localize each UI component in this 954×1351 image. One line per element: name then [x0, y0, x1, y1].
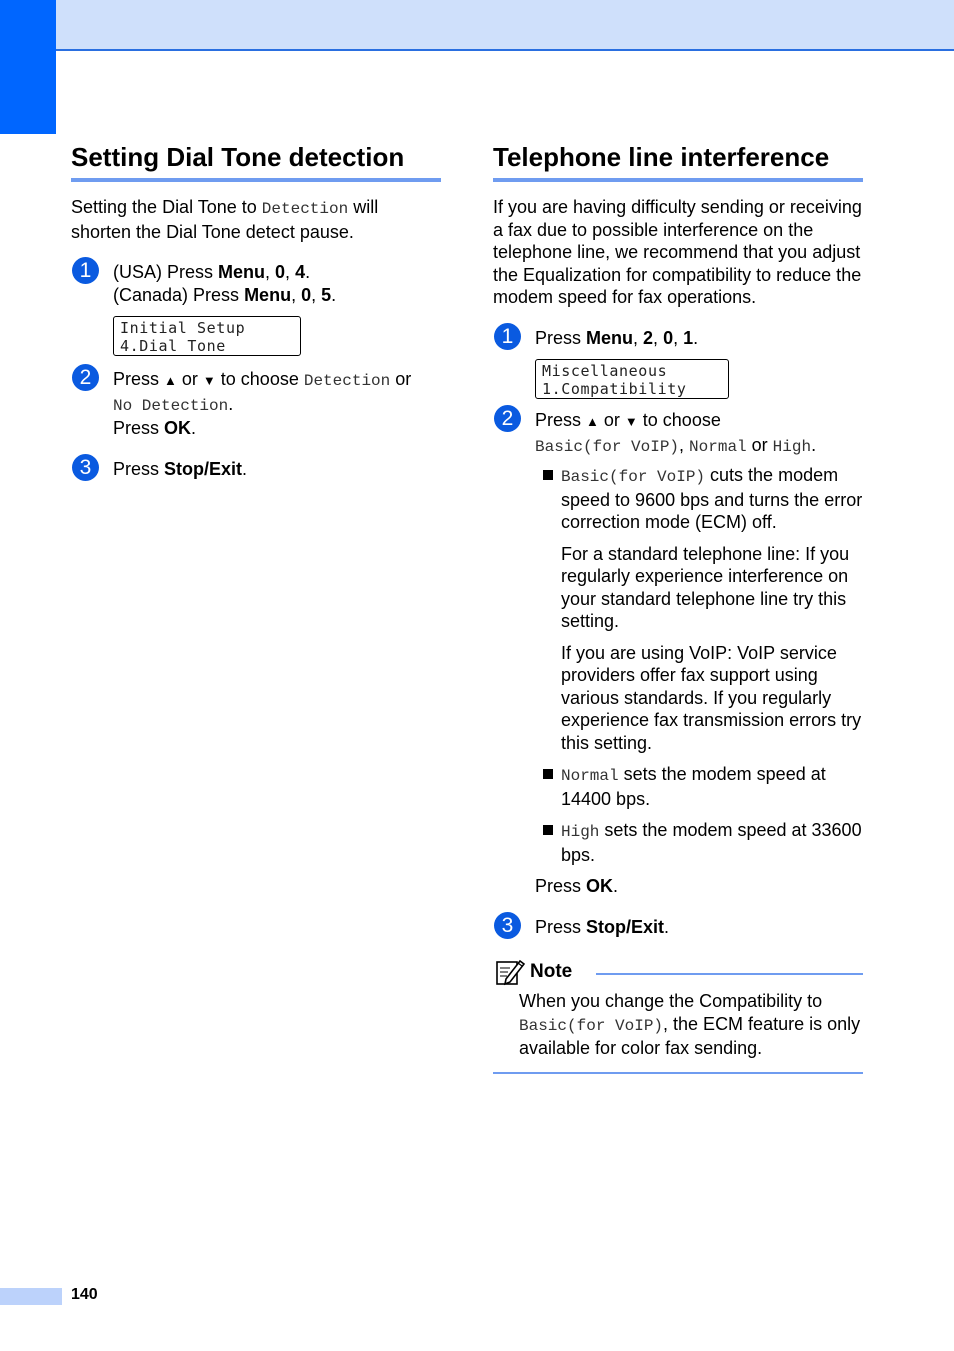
step-2: [493, 409, 863, 898]
step-2-text: Press ▲ or ▼ to choose Detection or No Detection.: [113, 369, 412, 415]
note-text: When you change the Compatibility to Basic(for VoIP), the ECM feature is only available for color fax sending.: [493, 990, 863, 1074]
dial-tone-intro: Setting the Dial Tone to Detection will shorten the Dial Tone detect pause.: [71, 197, 379, 242]
step-number-icon: 1: [494, 323, 521, 350]
chapter-tab: [0, 0, 56, 134]
section-title-dial-tone: Setting Dial Tone detection: [71, 140, 441, 182]
note-box: [493, 956, 863, 1074]
lcd-line-2: 1.Compatibility: [542, 380, 687, 398]
page-number: 140: [71, 1286, 98, 1303]
step-number-icon: 2: [494, 405, 521, 432]
right-column: [493, 140, 863, 1074]
step-3-text: Press Stop/Exit.: [535, 916, 670, 937]
lcd-display: [535, 359, 729, 399]
note-pencil-icon: [495, 957, 525, 987]
bullet-square-icon: [543, 769, 553, 779]
page-tab: [0, 1288, 62, 1305]
down-arrow-icon: ▼: [202, 373, 216, 388]
section-title-interference: Telephone line interference: [493, 140, 863, 182]
step-1-text: Press Menu, 2, 0, 1.: [535, 327, 699, 348]
step-2-text: Press ▲ or ▼ to choose Basic(for VoIP), Normal or High.: [535, 410, 817, 456]
lcd-line-1: Initial Setup: [120, 319, 246, 337]
up-arrow-icon: ▲: [586, 414, 599, 429]
note-label: Note: [530, 960, 573, 982]
option-list: [543, 464, 863, 866]
step-1: [493, 324, 863, 400]
up-arrow-icon: ▲: [164, 373, 177, 388]
bullet-square-icon: [543, 470, 553, 480]
lcd-line-2: 4.Dial Tone: [120, 337, 226, 355]
bullet-square-icon: [543, 825, 553, 835]
step-number-icon: 3: [72, 454, 99, 481]
interference-intro: If you are having difficulty sending or receiving a fax due to possible interference on the telephone line, we recommend that you adjust the Equalization for compatibility to reduce the modem speed for fax operations.: [493, 197, 862, 307]
step-3: [71, 455, 441, 481]
step-1-canada: (Canada) Press Menu, 0, 5.: [113, 284, 337, 305]
code-detection: Detection: [261, 200, 349, 218]
step-number-icon: 2: [72, 364, 99, 391]
list-item: Normal sets the modem speed at 14400 bps.: [543, 763, 863, 810]
list-item: High sets the modem speed at 33600 bps.: [543, 819, 863, 866]
lcd-line-1: Miscellaneous: [542, 362, 668, 380]
step-2: [71, 368, 441, 440]
down-arrow-icon: ▼: [624, 414, 638, 429]
step-3: [493, 913, 863, 939]
step-1: [71, 261, 441, 356]
step-1-usa: (USA) Press Menu, 0, 4.: [113, 262, 311, 282]
step-number-icon: 3: [494, 912, 521, 939]
step-number-icon: 1: [72, 257, 99, 284]
left-column: [71, 140, 441, 480]
step-2-press-ok: Press OK.: [535, 876, 619, 896]
header-band: [0, 0, 954, 51]
note-rule: [596, 973, 863, 975]
step-3-text: Press Stop/Exit.: [113, 458, 248, 479]
step-2-press-ok: Press OK.: [113, 418, 197, 438]
note-header: [493, 956, 863, 988]
list-item: Basic(for VoIP) cuts the modem speed to 9600 bps and turns the error correction mode (ECM) off. For a standard telephone line: If you regularly experience interference on your standard telephone line try this setting. If you are using VoIP: VoIP service providers offer fax support using various standards. If you regularly experience fax transmission errors try this setting.: [543, 464, 863, 754]
lcd-display: [113, 316, 301, 356]
